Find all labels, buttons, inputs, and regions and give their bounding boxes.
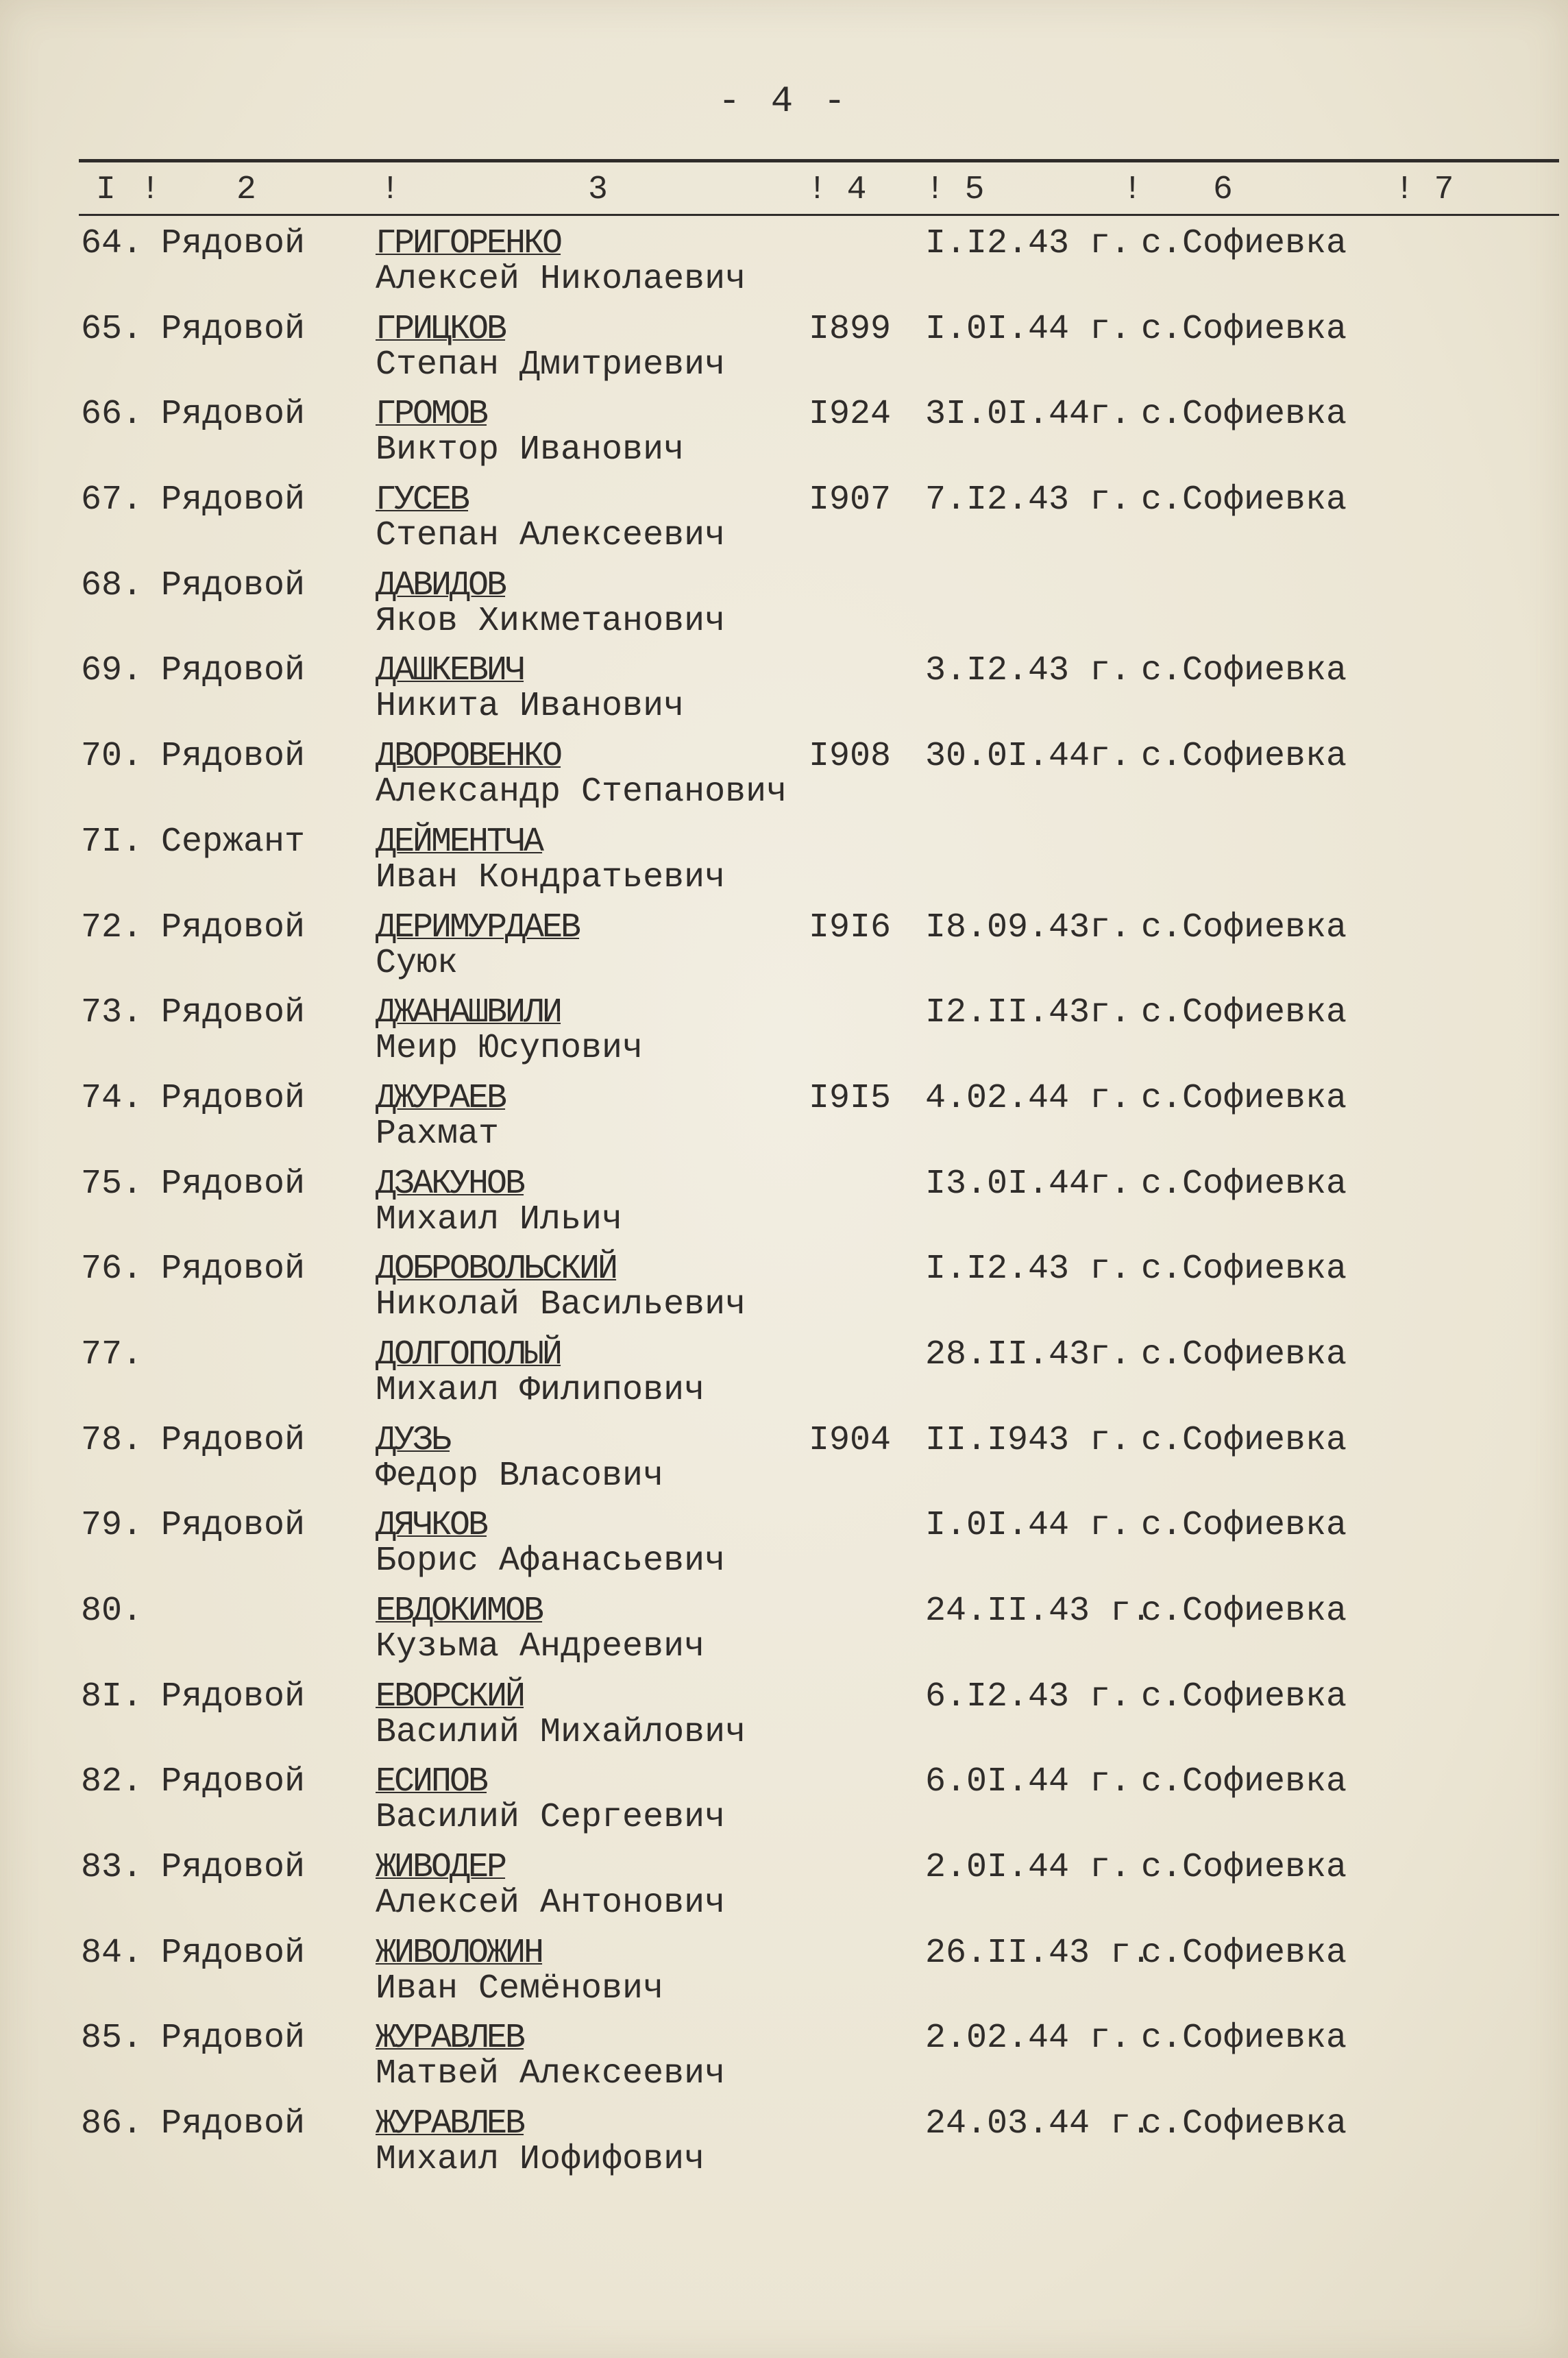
entry-death-date: 4.02.44 г. bbox=[925, 1078, 1131, 1118]
entry-birth-year: I9I6 bbox=[809, 908, 892, 947]
entry-burial-place: с.Софиевка bbox=[1141, 309, 1347, 349]
entry-burial-place: с.Софиевка bbox=[1141, 1592, 1347, 1631]
entry-surname: ГРИГОРЕНКО bbox=[376, 224, 561, 263]
table-row bbox=[0, 1418, 1568, 1503]
table-row bbox=[0, 1759, 1568, 1845]
entry-given-names: Никита Иванович bbox=[376, 687, 685, 727]
entry-given-names: Степан Дмитриевич bbox=[376, 345, 726, 385]
entry-given-names: Матвей Алексеевич bbox=[376, 2054, 726, 2094]
header-col-5: ! 5 bbox=[925, 171, 985, 208]
entry-burial-place: с.Софиевка bbox=[1141, 1506, 1347, 1546]
table-row bbox=[0, 563, 1568, 648]
entry-burial-place: с.Софиевка bbox=[1141, 1848, 1347, 1888]
table-row bbox=[0, 221, 1568, 306]
entry-rank: Рядовой bbox=[161, 1762, 306, 1802]
entry-surname: ЖУРАВЛЕВ bbox=[376, 2019, 524, 2058]
entry-burial-place: с.Софиевка bbox=[1141, 993, 1347, 1033]
entry-given-names: Яков Хикметанович bbox=[376, 601, 726, 641]
table-row bbox=[0, 990, 1568, 1075]
entry-burial-place: с.Софиевка bbox=[1141, 1250, 1347, 1289]
entry-death-date: 28.II.43г. bbox=[925, 1335, 1131, 1374]
entry-death-date: 6.0I.44 г. bbox=[925, 1762, 1131, 1802]
entry-death-date: 26.II.43 г. bbox=[925, 1933, 1152, 1973]
entry-death-date: 3I.0I.44г. bbox=[925, 395, 1131, 435]
entry-surname: ДЯЧКОВ bbox=[376, 1506, 487, 1546]
header-rule-bottom bbox=[79, 214, 1559, 216]
table-row bbox=[0, 1930, 1568, 2016]
entry-rank: Рядовой bbox=[161, 1078, 306, 1118]
entry-death-date: 2.0I.44 г. bbox=[925, 1848, 1131, 1888]
entry-rank: Рядовой bbox=[161, 1506, 306, 1546]
entry-given-names: Иван Кондратьевич bbox=[376, 858, 726, 897]
entry-burial-place: с.Софиевка bbox=[1141, 1762, 1347, 1802]
entry-number: 70. bbox=[81, 737, 143, 777]
entry-death-date: 24.II.43 г. bbox=[925, 1592, 1152, 1631]
entry-rank: Рядовой bbox=[161, 566, 306, 605]
entry-surname: ДАВИДОВ bbox=[376, 566, 506, 605]
entry-burial-place: с.Софиевка bbox=[1141, 224, 1347, 263]
entry-birth-year: I907 bbox=[809, 481, 892, 520]
header-col-4: ! 4 bbox=[807, 171, 867, 208]
entry-death-date: I.0I.44 г. bbox=[925, 309, 1131, 349]
entry-death-date: 6.I2.43 г. bbox=[925, 1677, 1131, 1716]
entry-given-names: Алексей Антонович bbox=[376, 1884, 726, 1923]
entry-burial-place: с.Софиевка bbox=[1141, 395, 1347, 435]
entry-birth-year: I899 bbox=[809, 309, 892, 349]
entry-death-date: I.I2.43 г. bbox=[925, 1250, 1131, 1289]
entry-number: 7I. bbox=[81, 822, 143, 862]
entry-rank: Рядовой bbox=[161, 481, 306, 520]
entry-number: 74. bbox=[81, 1078, 143, 1118]
entry-given-names: Рахмат bbox=[376, 1114, 500, 1154]
table-row bbox=[0, 1075, 1568, 1161]
entry-burial-place: с.Софиевка bbox=[1141, 651, 1347, 691]
entry-given-names: Александр Степанович bbox=[376, 773, 787, 812]
entry-given-names: Меир Юсупович bbox=[376, 1029, 644, 1069]
table-row bbox=[0, 1332, 1568, 1418]
entry-rank: Сержант bbox=[161, 822, 306, 862]
table-row bbox=[0, 733, 1568, 819]
entry-number: 85. bbox=[81, 2019, 143, 2058]
entry-burial-place: с.Софиевка bbox=[1141, 1078, 1347, 1118]
entry-number: 65. bbox=[81, 309, 143, 349]
entry-given-names: Степан Алексеевич bbox=[376, 516, 726, 556]
entry-surname: ЕВДОКИМОВ bbox=[376, 1592, 543, 1631]
entry-number: 66. bbox=[81, 395, 143, 435]
entry-death-date: I3.0I.44г. bbox=[925, 1164, 1131, 1204]
table-row bbox=[0, 648, 1568, 733]
entry-death-date: 3.I2.43 г. bbox=[925, 651, 1131, 691]
entry-burial-place: с.Софиевка bbox=[1141, 1420, 1347, 1460]
entry-surname: ДЕЙМЕНТЧА bbox=[376, 822, 543, 862]
entry-rank: Рядовой bbox=[161, 1250, 306, 1289]
entry-rank: Рядовой bbox=[161, 1848, 306, 1888]
entry-burial-place: с.Софиевка bbox=[1141, 908, 1347, 947]
entry-burial-place: с.Софиевка bbox=[1141, 1164, 1347, 1204]
entry-burial-place: с.Софиевка bbox=[1141, 1335, 1347, 1374]
entry-surname: ЕСИПОВ bbox=[376, 1762, 487, 1802]
entry-surname: ДОЛГОПОЛЫЙ bbox=[376, 1335, 561, 1374]
table-row bbox=[0, 1845, 1568, 1930]
table-row bbox=[0, 1246, 1568, 1332]
entry-number: 77. bbox=[81, 1335, 143, 1374]
entry-surname: ДЖАНАШВИЛИ bbox=[376, 993, 561, 1033]
entry-burial-place: с.Софиевка bbox=[1141, 1933, 1347, 1973]
entry-rank: Рядовой bbox=[161, 1933, 306, 1973]
entry-birth-year: I904 bbox=[809, 1420, 892, 1460]
entry-number: 79. bbox=[81, 1506, 143, 1546]
entry-burial-place: с.Софиевка bbox=[1141, 1677, 1347, 1716]
header-col-1-sep: ! bbox=[140, 171, 180, 208]
entry-surname: ГУСЕВ bbox=[376, 481, 469, 520]
entry-surname: ДВОРОВЕНКО bbox=[376, 737, 561, 777]
entry-rank: Рядовой bbox=[161, 2019, 306, 2058]
entry-given-names: Алексей Николаевич bbox=[376, 260, 746, 299]
table-row bbox=[0, 905, 1568, 990]
entry-given-names: Борис Афанасьевич bbox=[376, 1542, 726, 1581]
entry-number: 72. bbox=[81, 908, 143, 947]
table-row bbox=[0, 477, 1568, 563]
header-col-7: ! 7 bbox=[1395, 171, 1454, 208]
entry-rank: Рядовой bbox=[161, 908, 306, 947]
entry-death-date: 24.03.44 г. bbox=[925, 2104, 1152, 2144]
entry-surname: ЕВОРСКИЙ bbox=[376, 1677, 524, 1716]
entry-number: 86. bbox=[81, 2104, 143, 2144]
entry-surname: ДАШКЕВИЧ bbox=[376, 651, 524, 691]
entry-number: 78. bbox=[81, 1420, 143, 1460]
entry-number: 80. bbox=[81, 1592, 143, 1631]
entry-number: 67. bbox=[81, 481, 143, 520]
table-row bbox=[0, 391, 1568, 477]
entry-number: 84. bbox=[81, 1933, 143, 1973]
entry-death-date: I.I2.43 г. bbox=[925, 224, 1131, 263]
header-rule-top bbox=[79, 159, 1559, 162]
header-col-5-sep: ! bbox=[1123, 171, 1142, 208]
entry-number: 75. bbox=[81, 1164, 143, 1204]
entry-rank: Рядовой bbox=[161, 2104, 306, 2144]
entry-surname: ГРИЦКОВ bbox=[376, 309, 506, 349]
header-col-6: 6 bbox=[1213, 171, 1233, 208]
entry-death-date: 7.I2.43 г. bbox=[925, 481, 1131, 520]
entry-surname: ДЖУРАЕВ bbox=[376, 1078, 506, 1118]
table-header bbox=[0, 171, 1568, 212]
entry-number: 64. bbox=[81, 224, 143, 263]
entry-given-names: Кузьма Андреевич bbox=[376, 1627, 705, 1666]
entry-birth-year: I924 bbox=[809, 395, 892, 435]
table-row bbox=[0, 306, 1568, 392]
entry-rank: Рядовой bbox=[161, 224, 306, 263]
entry-rank: Рядовой bbox=[161, 651, 306, 691]
entry-given-names: Михаил Ильич bbox=[376, 1200, 623, 1239]
header-col-3: 3 bbox=[588, 171, 608, 208]
entry-rank: Рядовой bbox=[161, 1677, 306, 1716]
entry-birth-year: I9I5 bbox=[809, 1078, 892, 1118]
entry-death-date: I8.09.43г. bbox=[925, 908, 1131, 947]
entry-rank: Рядовой bbox=[161, 993, 306, 1033]
entry-surname: ДОБРОВОЛЬСКИЙ bbox=[376, 1250, 617, 1289]
entry-burial-place: с.Софиевка bbox=[1141, 481, 1347, 520]
entry-given-names: Федор Власович bbox=[376, 1456, 664, 1496]
table-row bbox=[0, 2015, 1568, 2101]
entry-burial-place: с.Софиевка bbox=[1141, 2104, 1347, 2144]
entry-death-date: I.0I.44 г. bbox=[925, 1506, 1131, 1546]
entry-rank: Рядовой bbox=[161, 309, 306, 349]
entry-number: 83. bbox=[81, 1848, 143, 1888]
entry-number: 8I. bbox=[81, 1677, 143, 1716]
entry-death-date: I2.II.43г. bbox=[925, 993, 1131, 1033]
entry-birth-year: I908 bbox=[809, 737, 892, 777]
entry-death-date: 2.02.44 г. bbox=[925, 2019, 1131, 2058]
table-row bbox=[0, 1674, 1568, 1760]
entry-rank: Рядовой bbox=[161, 1420, 306, 1460]
table-row bbox=[0, 2101, 1568, 2187]
table-row bbox=[0, 1503, 1568, 1588]
table-row bbox=[0, 1588, 1568, 1674]
entry-surname: ДЗАКУНОВ bbox=[376, 1164, 524, 1204]
table-row bbox=[0, 1161, 1568, 1247]
page-number: - 4 - bbox=[718, 81, 850, 123]
entry-given-names: Михаил Иофифович bbox=[376, 2140, 705, 2180]
entry-given-names: Николай Васильевич bbox=[376, 1285, 746, 1325]
table-row bbox=[0, 819, 1568, 905]
entry-death-date: 30.0I.44г. bbox=[925, 737, 1131, 777]
entry-number: 82. bbox=[81, 1762, 143, 1802]
entry-surname: ЖИВОЛОЖИН bbox=[376, 1933, 543, 1973]
entry-number: 68. bbox=[81, 566, 143, 605]
header-col-1: I bbox=[96, 171, 116, 208]
entry-surname: ЖУРАВЛЕВ bbox=[376, 2104, 524, 2144]
entry-death-date: II.I943 г. bbox=[925, 1420, 1131, 1460]
entry-surname: ЖИВОДЕР bbox=[376, 1848, 506, 1888]
entry-surname: ГРОМОВ bbox=[376, 395, 487, 435]
entry-rank: Рядовой bbox=[161, 1164, 306, 1204]
entry-burial-place: с.Софиевка bbox=[1141, 2019, 1347, 2058]
header-col-2: 2 bbox=[236, 171, 256, 208]
entry-given-names: Василий Сергеевич bbox=[376, 1798, 726, 1838]
entry-given-names: Михаил Филипович bbox=[376, 1370, 705, 1410]
entry-burial-place: с.Софиевка bbox=[1141, 737, 1347, 777]
entry-rank: Рядовой bbox=[161, 395, 306, 435]
entry-surname: ДЕРИМУРДАЕВ bbox=[376, 908, 580, 947]
entry-given-names: Виктор Иванович bbox=[376, 430, 685, 470]
entry-number: 76. bbox=[81, 1250, 143, 1289]
entry-rank: Рядовой bbox=[161, 737, 306, 777]
entry-number: 69. bbox=[81, 651, 143, 691]
entry-surname: ДУЗЬ bbox=[376, 1420, 450, 1460]
entry-given-names: Иван Семёнович bbox=[376, 1969, 664, 2008]
casualty-list bbox=[0, 221, 1568, 2187]
entry-given-names: Василий Михайлович bbox=[376, 1712, 746, 1752]
entry-given-names: Суюк bbox=[376, 943, 458, 983]
header-col-2-sep: ! bbox=[380, 171, 400, 208]
entry-number: 73. bbox=[81, 993, 143, 1033]
